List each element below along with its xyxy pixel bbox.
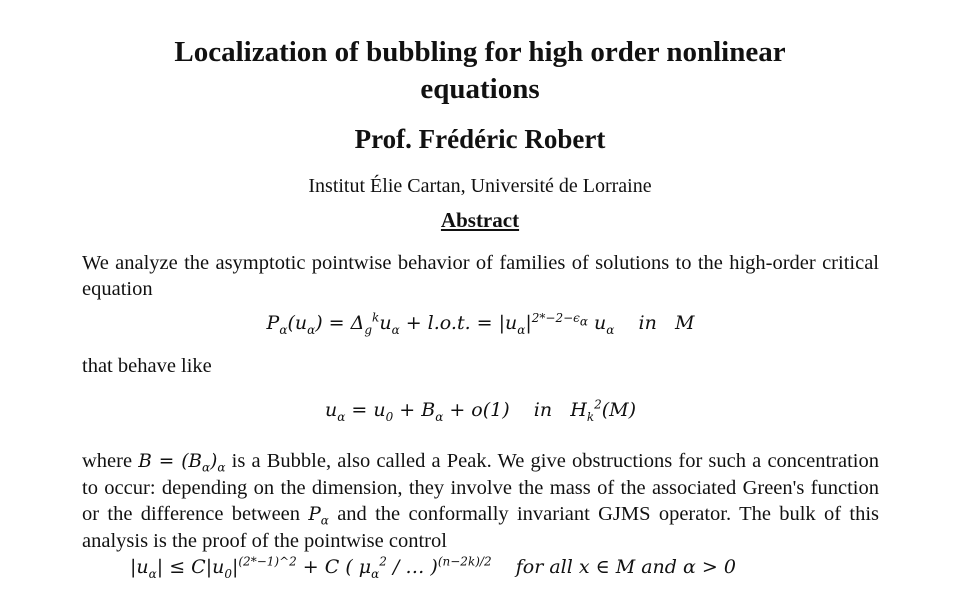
paragraph3-text-a: where xyxy=(82,450,139,472)
paper-title: Localization of bubbling for high order nonlinear equations xyxy=(174,36,786,105)
abstract-paragraph-1: We analyze the asymptotic pointwise behavior of families of solutions to the high-order critical equation xyxy=(82,252,879,300)
equation-bubble-decomposition: $u_\alpha = u_0 + B_\alpha + o(1)$ in $H_k^2(M)$ xyxy=(324,397,637,424)
paragraph3-text-c: and the conformally invariant GJMS operator. The bulk of this analysis is the proof of the pointwise control xyxy=(82,503,879,552)
equation-critical: $P_\alpha(u_\alpha) = \Delta_g^ku_\alpha + l.o.t$. = $|u_\alpha|^{2*-2-\epsilon_\alpha}$ $u_\alpha$ in M xyxy=(266,310,695,337)
abstract-heading: Abstract xyxy=(440,208,520,232)
paragraph3-text-b: is a Bubble, also called a Peak. We give obstructions for such a concentration to occur: depending on the dimension, they involve the mass of the associated Green's function or the difference between xyxy=(82,450,880,525)
abstract-paragraph-3 xyxy=(82,448,879,554)
author-name: Prof. Frédéric Robert xyxy=(354,124,606,154)
equation-pointwise-control: $|u_\alpha| \le C|u_0|^{(2*-1)\^{}2} + C$ ( $\mu_\alpha^2$ / … )$^{(n-2k)/2}$ for all x ∈ M and α > 0 xyxy=(130,554,736,581)
abstract-paragraph-2: that behave like xyxy=(82,355,212,377)
bubble-definition-math: $B = (B_\alpha)_\alpha$ xyxy=(138,451,226,475)
equation-tail-text: for all x ∈ M and α > 0 xyxy=(515,556,736,578)
operator-p-math: $P_\alpha$ xyxy=(308,504,329,528)
affiliation: Institut Élie Cartan, Université de Lorraine xyxy=(308,175,652,197)
